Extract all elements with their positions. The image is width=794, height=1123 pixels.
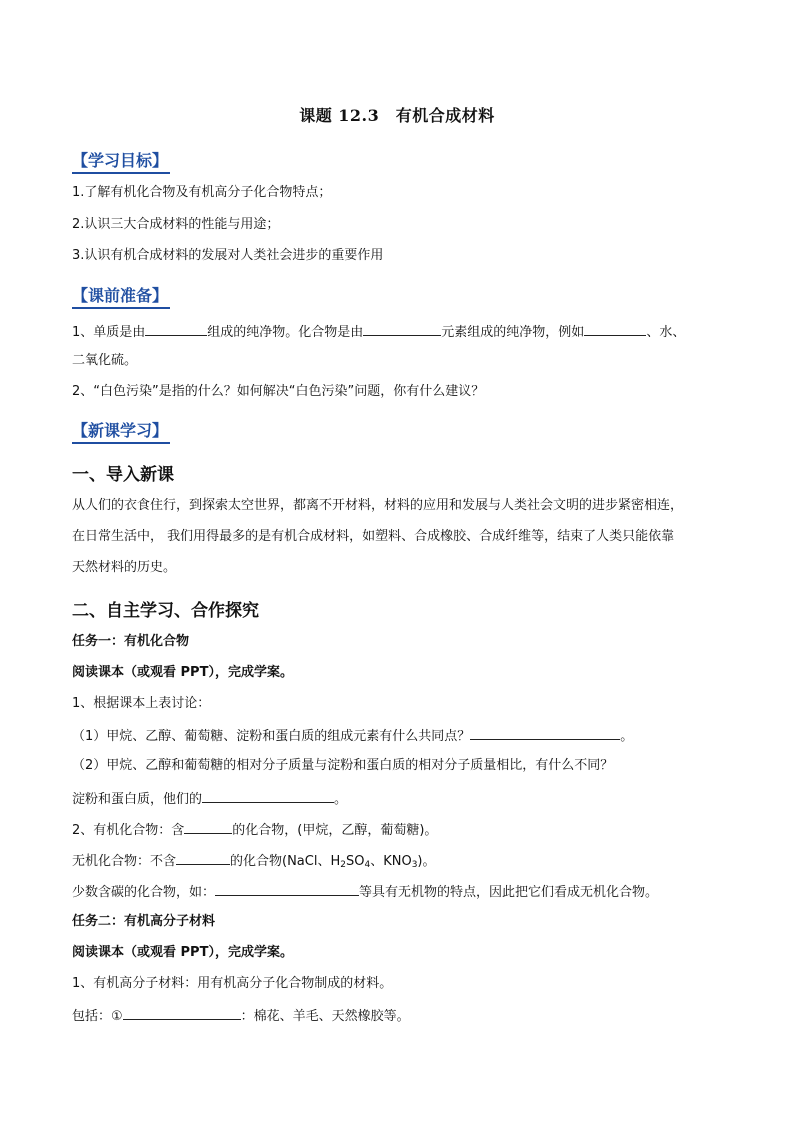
answer-blank[interactable] bbox=[184, 820, 232, 834]
answer-blank[interactable] bbox=[215, 882, 359, 896]
prep-q1-part-c: 元素组成的纯净物，例如 bbox=[441, 325, 585, 340]
task-1-q1a-end: 。 bbox=[620, 729, 634, 744]
prep-question-1-cont: 二氧化硫。 bbox=[72, 353, 138, 368]
intro-paragraph-line-2: 在日常生活中， 我们用得最多的是有机合成材料，如塑料、合成橡胶、合成纤维等，结束了人类只能依靠 bbox=[72, 529, 675, 544]
prep-question-2: 2、“白色污染”是指的什么？如何解决“白色污染”问题，你有什么建议？ bbox=[72, 384, 485, 399]
task-1-question-1a bbox=[72, 726, 633, 746]
task-1-q1b2-text: 淀粉和蛋白质，他们的 bbox=[72, 792, 203, 807]
task-1-q1a-text: （1）甲烷、乙醇、葡萄糖、淀粉和蛋白质的组成元素有什么共同点？ bbox=[72, 729, 471, 744]
subscript: 4 bbox=[364, 860, 371, 870]
prep-heading: 【课前准备】 bbox=[72, 283, 170, 309]
task-1-q3-part-e: )。 bbox=[417, 854, 436, 869]
intro-paragraph-line-3: 天然材料的历史。 bbox=[72, 560, 177, 575]
objective-item-1: 1.了解有机化合物及有机高分子化合物特点； bbox=[72, 185, 332, 200]
task-1-q1b2-end: 。 bbox=[334, 792, 348, 807]
task-2-instruction: 阅读课本（或观看 PPT），完成学案。 bbox=[72, 945, 293, 960]
section-explore-title: 二、自主学习、合作探究 bbox=[72, 601, 259, 621]
objectives-heading: 【学习目标】 bbox=[72, 148, 170, 174]
task-1-q3-part-d: 、KNO bbox=[370, 854, 412, 869]
task-1-question-1b-cont bbox=[72, 789, 347, 809]
task-2-q2-part-b: ：棉花、羊毛、天然橡胶等。 bbox=[240, 1009, 410, 1024]
answer-blank[interactable] bbox=[363, 322, 441, 336]
answer-blank[interactable] bbox=[145, 322, 207, 336]
task-2-question-2 bbox=[72, 1006, 410, 1026]
answer-blank[interactable] bbox=[470, 726, 620, 740]
objective-item-3: 3.认识有机合成材料的发展对人类社会进步的重要作用 bbox=[72, 248, 384, 263]
subscript: 2 bbox=[340, 860, 346, 870]
task-1-q3-part-b: 的化合物(NaCl、H bbox=[230, 854, 341, 869]
prep-q1-part-b: 组成的纯净物。化合物是由 bbox=[207, 325, 364, 340]
task-1-question-1b: （2）甲烷、乙醇和葡萄糖的相对分子质量与淀粉和蛋白质的相对分子质量相比，有什么不同？ bbox=[72, 758, 614, 773]
task-1-q3-part-a: 无机化合物：不含 bbox=[72, 854, 177, 869]
objective-item-2: 2.认识三大合成材料的性能与用途； bbox=[72, 217, 280, 232]
task-1-q4-part-a: 少数含碳的化合物，如： bbox=[72, 885, 216, 900]
task-1-instruction: 阅读课本（或观看 PPT），完成学案。 bbox=[72, 665, 293, 680]
answer-blank[interactable] bbox=[123, 1006, 241, 1020]
task-1-question-3 bbox=[72, 851, 436, 871]
task-1-question-4 bbox=[72, 882, 658, 902]
task-1-question-2 bbox=[72, 820, 437, 840]
task-1-q2-part-a: 2、有机化合物：含 bbox=[72, 823, 185, 838]
answer-blank[interactable] bbox=[584, 322, 646, 336]
task-1-q3-part-c: SO bbox=[345, 854, 365, 869]
prep-question-1 bbox=[72, 322, 685, 342]
task-2-q2-part-a: 包括：① bbox=[72, 1009, 123, 1024]
task-2-title: 任务二：有机高分子材料 bbox=[72, 914, 216, 929]
task-1-title: 任务一：有机化合物 bbox=[72, 634, 190, 649]
section-intro-title: 一、导入新课 bbox=[72, 465, 174, 485]
task-1-question-1: 1、根据课本上表讨论： bbox=[72, 696, 211, 711]
prep-q1-part-a: 1、单质是由 bbox=[72, 325, 146, 340]
answer-blank[interactable] bbox=[202, 789, 334, 803]
prep-q1-part-d: 、水、 bbox=[646, 325, 686, 340]
subscript: 3 bbox=[411, 860, 418, 870]
new-lesson-heading: 【新课学习】 bbox=[72, 418, 170, 444]
task-1-q4-part-b: 等具有无机物的特点，因此把它们看成无机化合物。 bbox=[359, 885, 659, 900]
intro-paragraph-line-1: 从人们的衣食住行，到探索太空世界，都离不开材料，材料的应用和发展与人类社会文明的进步紧密相连， bbox=[72, 498, 684, 513]
task-1-q2-part-b: 的化合物，(甲烷，乙醇，葡萄糖)。 bbox=[232, 823, 438, 838]
answer-blank[interactable] bbox=[176, 851, 230, 865]
page-title: 课题 12.3 有机合成材料 bbox=[299, 106, 495, 125]
task-2-question-1: 1、有机高分子材料：用有机高分子化合物制成的材料。 bbox=[72, 976, 393, 991]
